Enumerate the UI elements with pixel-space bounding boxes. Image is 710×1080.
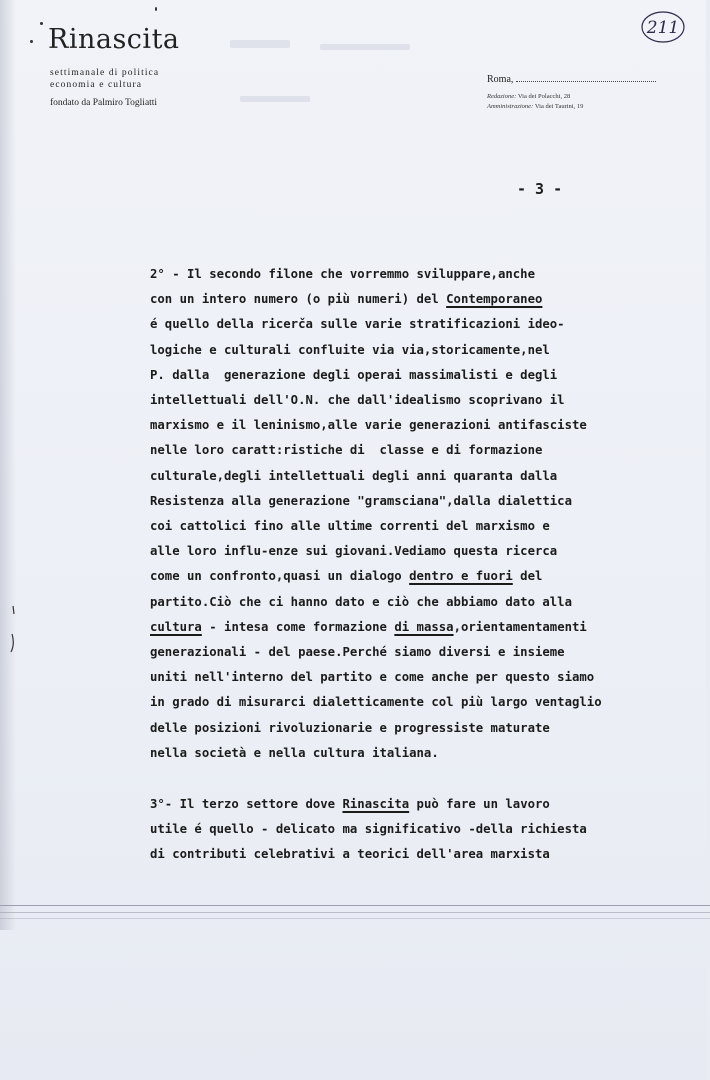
page-margin-shadow <box>0 0 16 930</box>
paragraph-2 <box>150 792 695 868</box>
text-line <box>150 464 695 489</box>
text-line <box>150 262 695 287</box>
text-line <box>150 665 695 690</box>
archive-number-stamp <box>640 10 686 44</box>
text-run: delle posizioni rivoluzionarie e progressiste maturate <box>150 720 550 735</box>
ink-dot <box>40 22 43 25</box>
text-line <box>150 388 695 413</box>
text-run: P. dalla generazione degli operai massimalisti e degli <box>150 367 558 382</box>
text-line <box>150 287 695 312</box>
bleed-through-mark <box>230 40 290 48</box>
text-run: del <box>512 569 543 584</box>
margin-pencil-mark <box>9 604 17 654</box>
text-run: può fare un lavoro <box>409 797 550 812</box>
paragraph-gap <box>150 766 695 792</box>
text-run: coi cattolici fino alle ultime correnti del marxismo e <box>150 519 550 534</box>
page-bottom-edge <box>0 905 710 906</box>
underlined-text: di massa <box>394 619 454 634</box>
letterhead-title: Rinascita <box>48 24 180 55</box>
letterhead-city <box>487 74 656 85</box>
text-run: Resistenza alla generazione "gramsciana",dalla dialettica <box>150 493 572 508</box>
text-line <box>150 792 695 817</box>
text-run: marxismo e il leninismo,alle varie generazioni antifasciste <box>150 418 587 433</box>
letterhead-tagline-1: settimanale di politica <box>50 68 160 78</box>
ink-dot <box>30 40 33 43</box>
text-run: logiche e culturali confluite via via,storicamente,nel <box>150 342 550 357</box>
text-line <box>150 539 695 564</box>
ink-dot <box>155 7 157 11</box>
text-line <box>150 438 695 463</box>
text-line <box>150 842 695 867</box>
text-run: in grado di misurarci dialetticamente col più largo ventaglio <box>150 695 602 710</box>
text-run: culturale,degli intellettuali degli anni quaranta dalla <box>150 468 558 483</box>
text-run: 3°- Il terzo settore dove <box>150 797 343 812</box>
text-line <box>150 817 695 842</box>
text-run: di contributi celebrativi a teorici dell'area marxista <box>150 847 550 862</box>
stacked-page-edge <box>0 912 710 913</box>
text-run: - intesa come formazione <box>201 619 395 634</box>
text-run: é quello della ricerča sulle varie stratificazioni ideo- <box>150 317 565 332</box>
text-line <box>150 640 695 665</box>
text-run: ,orientamentamenti <box>453 619 587 634</box>
archive-number-text: 211 <box>646 18 680 38</box>
text-run: uniti nell'interno del partito e come anche per questo siamo <box>150 670 595 685</box>
letterhead-founded-by: fondato da Palmiro Togliatti <box>50 98 158 108</box>
letter-body <box>150 262 695 868</box>
city-label: Roma, <box>487 74 514 85</box>
text-line <box>150 564 695 589</box>
text-run: nelle loro caratt:ristiche di classe e di formazione <box>150 443 543 458</box>
letterhead-tagline-2: economia e cultura <box>50 80 143 90</box>
date-blank-line <box>516 75 656 82</box>
redazione-value: Via dei Polacchi, 28 <box>517 93 571 100</box>
text-line <box>150 590 695 615</box>
text-run: generazionali - del paese.Perché siamo diversi e insieme <box>150 645 565 660</box>
text-run: nella società e nella cultura italiana. <box>150 745 439 760</box>
amministrazione-label: Amministrazione: <box>487 103 534 110</box>
bleed-through-mark <box>320 44 410 50</box>
underlined-text: dentro e fuori <box>409 569 513 584</box>
text-run: intellettuali dell'O.N. che dall'idealismo scoprivano il <box>150 393 565 408</box>
paragraph-1 <box>150 262 695 766</box>
redazione-label: Redazione: <box>487 93 517 100</box>
text-line <box>150 741 695 766</box>
redazione-address <box>487 93 570 100</box>
text-line <box>150 514 695 539</box>
text-line <box>150 716 695 741</box>
underlined-text: Rinascita <box>342 797 410 812</box>
text-line <box>150 338 695 363</box>
text-run: con un intero numero (o più numeri) del <box>150 292 447 307</box>
amministrazione-address <box>487 103 583 110</box>
text-line <box>150 615 695 640</box>
text-line <box>150 489 695 514</box>
text-line <box>150 363 695 388</box>
amministrazione-value: Via dei Taurini, 19 <box>534 103 584 110</box>
underlined-text: cultura <box>150 619 202 634</box>
text-line <box>150 690 695 715</box>
text-line <box>150 312 695 337</box>
bleed-through-mark <box>240 96 310 102</box>
circled-number-icon <box>640 10 686 44</box>
stacked-page-edge <box>0 918 710 919</box>
underlined-text: Contemporaneo <box>446 292 543 307</box>
text-run: partito.Ciò che ci hanno dato e ciò che abbiamo dato alla <box>150 594 572 609</box>
text-run: come un confronto,quasi un dialogo <box>150 569 410 584</box>
text-line <box>150 413 695 438</box>
page-number: - 3 - <box>517 180 563 198</box>
text-run: utile é quello - delicato ma significativo -della richiesta <box>150 822 587 837</box>
text-run: alle loro influ-enze sui giovani.Vediamo questa ricerca <box>150 544 558 559</box>
text-run: 2° - Il secondo filone che vorremmo sviluppare,anche <box>150 267 535 281</box>
